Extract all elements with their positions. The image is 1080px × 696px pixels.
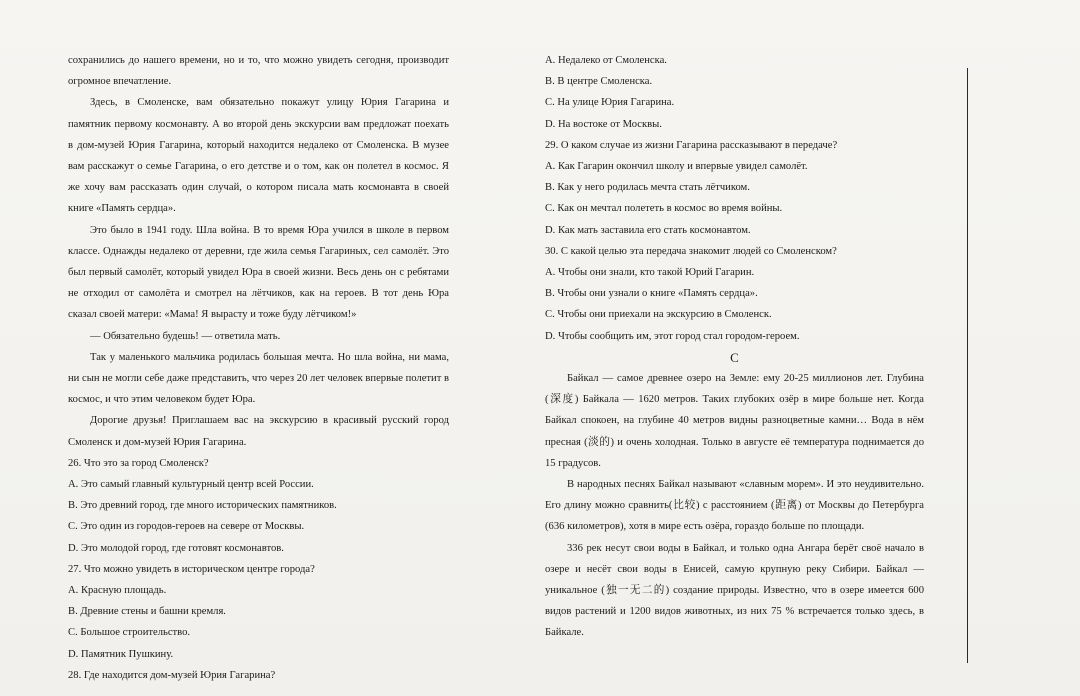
question-27: 27. Что можно увидеть в историческом центре города? [68,563,315,575]
question-26: 26. Что это за город Смоленск? [68,457,209,469]
question-27-option-c: C. Большое строительство. [68,627,191,639]
question-27-option-a: A. Красную площадь. [68,585,167,597]
reading-c-paragraph-3: 336 рек несут свои воды в Байкал, и только одна Ангара берёт своё начало в озере и несёт свои воды в Енисей, самую крупную реку Сибири. Байкал — уникальное (独一无二的) создание природы. Известно, что в озере имеется 600 видов растений и 1200 видов животных, из них 75 % встречается только здесь, в Байкале. [545,542,924,639]
question-30: 30. С какой целью эта передача знакомит людей со Смоленском? [545,245,837,257]
reading-b-paragraph-5: Дорогие друзья! Приглашаем вас на экскурсию в красивый русский город Смоленск и дом-музей Юрия Гагарина. [68,415,449,448]
question-26-option-c: C. Это один из городов-героев на севере от Москвы. [68,521,305,533]
question-27-option-b: B. Древние стены и башни кремля. [68,606,226,618]
question-30-option-a: A. Чтобы они знали, кто такой Юрий Гагарин. [545,267,755,279]
reading-b-text-continuation: сохранились до нашего времени, но и то, что можно увидеть сегодня, производит огромное впечатление. [68,55,449,88]
question-28: 28. Где находится дом-музей Юрия Гагарина? [68,669,276,681]
question-28-option-b: B. В центре Смоленска. [545,76,653,88]
question-29: 29. О каком случае из жизни Гагарина рассказывают в передаче? [545,139,838,151]
question-28-option-d: D. На востоке от Москвы. [545,118,662,130]
reading-b-paragraph-3: — Обязательно будешь! — ответила мать. [90,330,281,342]
question-29-option-b: B. Как у него родилась мечта стать лётчиком. [545,182,750,194]
question-26-option-b: B. Это древний город, где много исторических памятников. [68,500,337,512]
question-30-option-d: D. Чтобы сообщить им, этот город стал городом-героем. [545,330,800,342]
right-column [545,50,924,644]
section-c-heading: C [730,349,739,365]
question-26-option-a: A. Это самый главный культурный центр всей России. [68,479,314,491]
question-29-option-a: A. Как Гагарин окончил школу и впервые увидел самолёт. [545,161,808,173]
reading-b-paragraph-2: Это было в 1941 году. Шла война. В то время Юра учился в школе в первом классе. Однажды недалеко от деревни, где жила семья Гагариных, сел самолёт. Это был первый самолёт, который увидел Юра в своей жизни. Весь день он с ребятами не отходил от самолёта и смотрел на лётчиков, как на героев. В тот день Юра сказал своей матери: «Мама! Я вырасту и тоже буду лётчиком!» [68,224,449,321]
question-29-option-d: D. Как мать заставила его стать космонавтом. [545,224,751,236]
reading-c-paragraph-1: Байкал — самое древнее озеро на Земле: ему 20-25 миллионов лет. Глубина (深度) Байкала — 1620 метров. Таких глубоких озёр в мире больше нет. Когда Байкал спокоен, на глубине 40 метров видны разноцветные камни… Вода в нём пресная (淡的) и очень холодная. Только в августе её температура поднимается до 15 градусов. [545,373,924,469]
reading-c-paragraph-2: В народных песнях Байкал называют «славным морем». И это неудивительно. Его длину можно сравнить(比较) с расстоянием (距离) от Москвы до Петербурга (636 километров), хотя в мире есть озёра, гораздо больше по площади. [545,479,924,533]
margin-rule [967,68,968,663]
question-28-option-a: A. Недалеко от Смоленска. [545,55,667,66]
question-30-option-b: B. Чтобы они узнали о книге «Память сердца». [545,288,758,300]
reading-b-paragraph-4: Так у маленького мальчика родилась большая мечта. Но шла война, ни мама, ни сын не могли себе даже представить, что через 20 лет человек впервые полетит в космос, и что этим человеком будет Юра. [68,351,449,406]
question-30-option-c: C. Чтобы они приехали на экскурсию в Смоленск. [545,309,772,321]
reading-b-paragraph-1: Здесь, в Смоленске, вам обязательно покажут улицу Юрия Гагарина и памятник первому космонавту. А во второй день экскурсии вам предложат поехать в дом-музей Юрия Гагарина, который находится недалеко от Смоленска. В музее вам расскажут о семье Гагарина, о его детстве и о том, как он полетел в космос. Я же хочу вам рассказать один случай, о котором писала мать космонавта в своей книге «Память сердца». [68,97,449,215]
left-column [68,50,449,686]
question-28-option-c: C. На улице Юрия Гагарина. [545,97,675,109]
question-27-option-d: D. Памятник Пушкину. [68,648,174,660]
question-26-option-d: D. Это молодой город, где готовят космонавтов. [68,542,284,554]
question-29-option-c: C. Как он мечтал полететь в космос во время войны. [545,203,783,215]
